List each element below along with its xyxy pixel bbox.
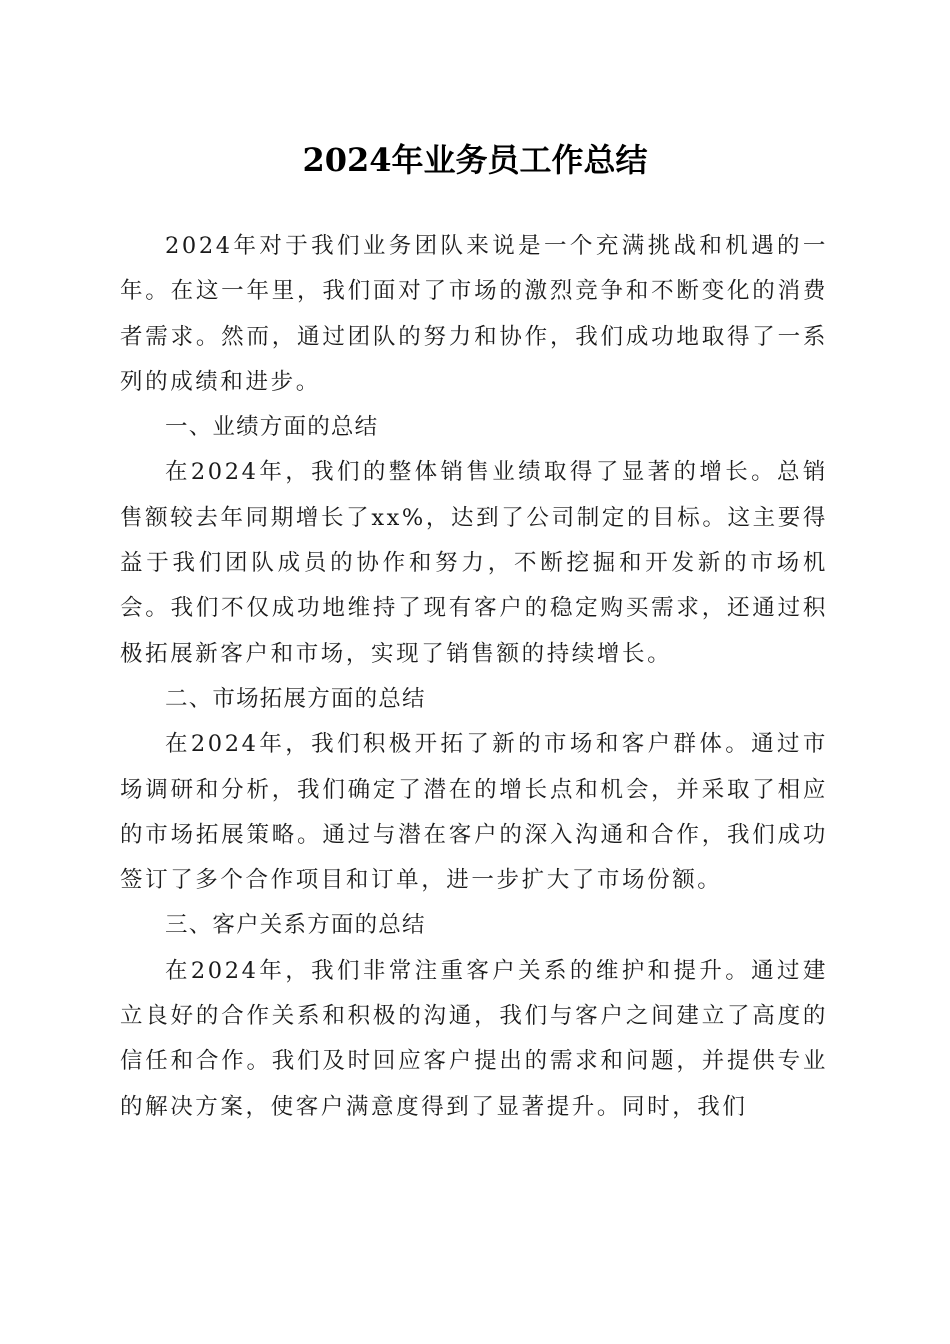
section-heading-performance: 一、业绩方面的总结 — [165, 414, 379, 441]
document-body — [120, 224, 828, 1130]
intro-paragraph: 2024年对于我们业务团队来说是一个充满挑战和机遇的一年。在这一年里，我们面对了市场的激烈竞争和不断变化的消费者需求。然而，通过团队的努力和协作，我们成功地取得了一系列的成绩和进步。 — [120, 233, 828, 395]
section-paragraph-customer-relations: 在2024年，我们非常注重客户关系的维护和提升。通过建立良好的合作关系和积极的沟通，我们与客户之间建立了高度的信任和合作。我们及时回应客户提出的需求和问题，并提供专业的解决方案，使客户满意度得到了显著提升。同时，我们 — [120, 957, 828, 1120]
section-paragraph-performance: 在2024年，我们的整体销售业绩取得了显著的增长。总销售额较去年同期增长了xx%，达到了公司制定的目标。这主要得益于我们团队成员的协作和努力，不断挖掘和开发新的市场机会。我们不仅成功地维持了现有客户的稳定购买需求，还通过积极拓展新客户和市场，实现了销售额的持续增长。 — [120, 459, 828, 667]
section-heading-market-expansion: 二、市场拓展方面的总结 — [165, 685, 426, 712]
section-heading-customer-relations: 三、客户关系方面的总结 — [165, 912, 426, 939]
document-title: 2024年业务员工作总结 — [302, 141, 648, 179]
section-paragraph-market-expansion: 在2024年，我们积极开拓了新的市场和客户群体。通过市场调研和分析，我们确定了潜在的增长点和机会，并采取了相应的市场拓展策略。通过与潜在客户的深入沟通和合作，我们成功签订了多个合作项目和订单，进一步扩大了市场份额。 — [120, 731, 828, 894]
